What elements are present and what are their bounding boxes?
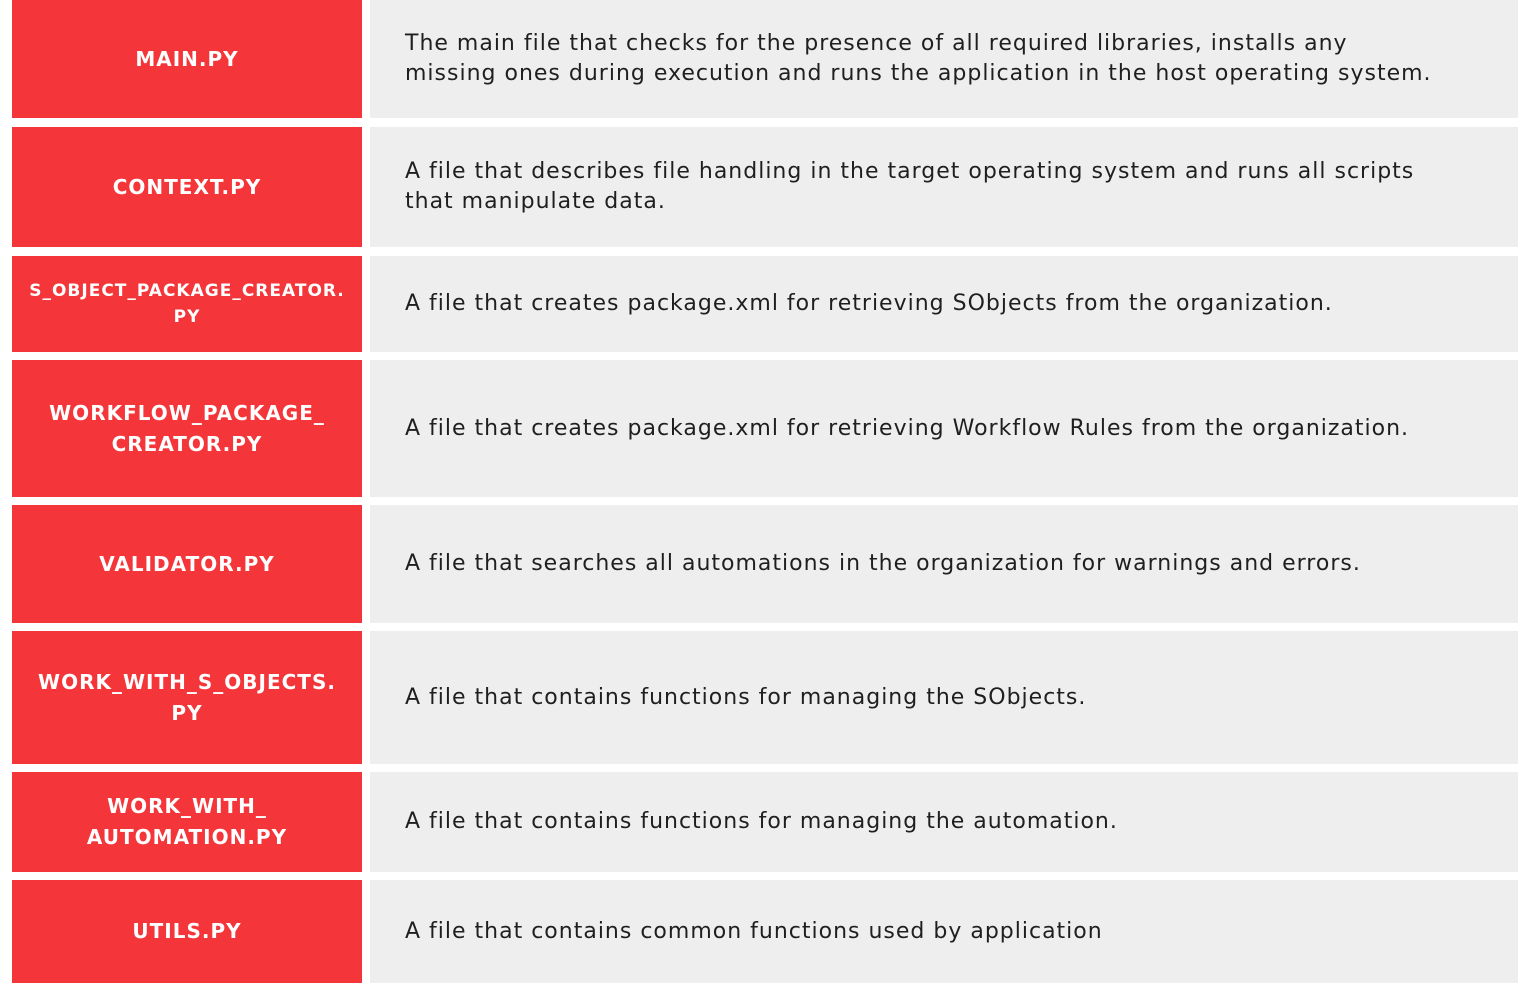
file-description-cell bbox=[370, 127, 1518, 247]
file-name: UTILS.PY bbox=[132, 919, 242, 943]
file-description: A file that creates package.xml for retrieving Workflow Rules from the organization. bbox=[405, 415, 1410, 441]
file-name-cell bbox=[12, 0, 362, 118]
file-description: The main file that checks for the presence of all required libraries, installs any missing ones during execution and runs the application in the host operating system. bbox=[405, 31, 1432, 86]
file-name: WORK_WITH_ AUTOMATION.PY bbox=[86, 794, 288, 849]
file-description: A file that creates package.xml for retrieving SObjects from the organization. bbox=[405, 291, 1333, 316]
file-description: A file that searches all automations in the organization for warnings and errors. bbox=[405, 551, 1361, 576]
file-name-cell bbox=[12, 880, 362, 983]
file-description-cell bbox=[370, 505, 1518, 623]
file-name: VALIDATOR.PY bbox=[99, 551, 275, 576]
file-description: A file that describes file handling in the target operating system and runs all scripts that manipulate data. bbox=[405, 159, 1415, 214]
file-description-table bbox=[12, 0, 1518, 983]
file-description-cell bbox=[370, 256, 1518, 352]
table-row bbox=[12, 505, 1518, 623]
file-description-cell bbox=[370, 880, 1518, 983]
file-description-cell bbox=[370, 772, 1518, 872]
row-divider bbox=[370, 118, 1518, 123]
file-name: MAIN.PY bbox=[135, 46, 239, 71]
file-name: WORKFLOW_PACKAGE_ CREATOR.PY bbox=[49, 400, 325, 456]
row-divider bbox=[18, 352, 362, 357]
file-name-cell bbox=[12, 772, 362, 872]
file-name-cell bbox=[12, 127, 362, 247]
table-row bbox=[12, 631, 1518, 764]
file-name: WORK_WITH_S_OBJECTS. PY bbox=[38, 669, 336, 725]
table-row bbox=[12, 360, 1518, 497]
file-description: A file that contains common functions used by application bbox=[405, 918, 1103, 944]
table-row bbox=[12, 127, 1518, 247]
table-row bbox=[12, 256, 1518, 352]
file-name-cell bbox=[12, 256, 362, 352]
file-description: A file that contains functions for managing the automation. bbox=[405, 809, 1118, 834]
table-row bbox=[12, 880, 1518, 983]
file-description-cell bbox=[370, 631, 1518, 764]
file-name-cell bbox=[12, 360, 362, 497]
file-name-cell bbox=[12, 505, 362, 623]
file-description: A file that contains functions for managing the SObjects. bbox=[405, 684, 1087, 710]
file-name-cell bbox=[12, 631, 362, 764]
file-description-cell bbox=[370, 0, 1518, 118]
file-name: S_OBJECT_PACKAGE_CREATOR. PY bbox=[29, 281, 345, 327]
table-row bbox=[12, 0, 1518, 118]
file-description-cell bbox=[370, 360, 1518, 497]
file-name: CONTEXT.PY bbox=[112, 174, 262, 199]
table-row bbox=[12, 772, 1518, 872]
